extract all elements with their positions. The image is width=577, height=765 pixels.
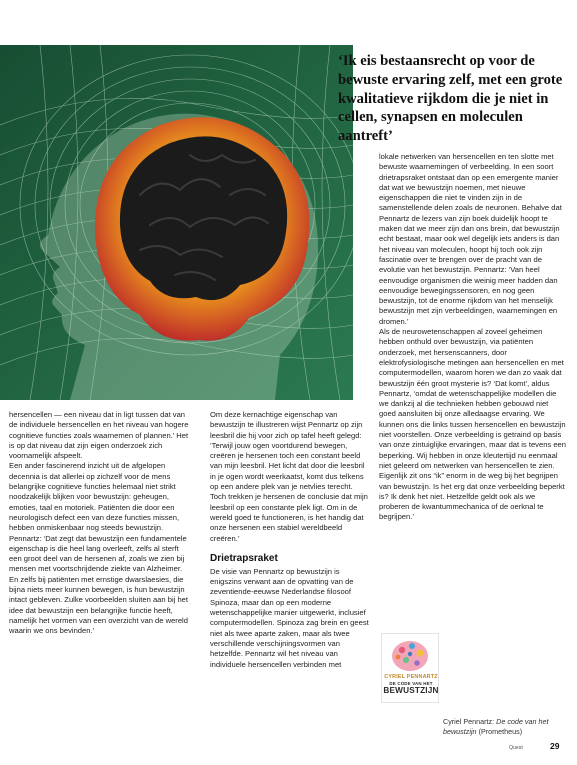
paragraph: hersencellen — een niveau dat in ligt tussen dat van de individuele hersencellen en het niveau van hogere cognitieve functies zoals waarnemen of plannen.’ Het is op dat niveau dat zijn eigen onderzoek zich voornamelijk afspeelt. bbox=[9, 410, 189, 461]
brain-cover-art-icon bbox=[382, 634, 438, 674]
book-credit bbox=[443, 717, 571, 737]
paragraph: Als de neurowetenschappen al zoveel geheimen hebben onthuld over bewustzijn, via patiënten onderzoek, met hersenscanners, door elektrofysiologische metingen aan hersencellen en met computermodellen, waarom horen we dan zo vaak dat bewustzijn één groot mysterie is? ‘Dat komt’, aldus Pennartz, ‘omdat de wetenschappelijke modellen die we dankzij al die technieken hebben gebouwd niet goed aansluiten bij onze alledaagse ervaring. We kunnen ons die links tussen hersencellen en bewustzijn niet voorstellen. Onze verbeelding is getraind op basis van onze zintuiglijke ervaringen, maar dat is tevens een beperking. Wij hebben in onze kleutertijd nu eenmaal niet geleerd om netwerken van hersencellen te zien. Eigenlijk zit ons “ik” enorm in de weg bij het begrijpen van bewustzijn. Is het erg dat onze verbeelding beperkt is? Ik denk het niet. Hetzelfde geldt ook als we proberen de kwantummechanica of de oerknal te begrijpen.’ bbox=[379, 327, 566, 522]
paragraph: lokale netwerken van hersencellen en ten slotte met bewuste waarnemingen of verbeelding. In een soort drietrapsraket ontstaat dan op een emergente manier dat wat we bewustzijn noemen, met nieuwe eigenschappen die niet te vinden zijn in de samenstellende delen zoals de neuronen. Behalve dat Pennartz de lezers van zijn boek duidelijk hoopt te maken dat we meer zijn dan ons brein, dat bewustzijn echt bestaat, maar ook wel degelijk iets anders is dan het niveau van moleculen, hoopt hij toch ook zijn fascinatie over te brengen over de pracht van de evolutie van het bewustzijn. Pennartz: ‘Van heel eenvoudige organismen die weinig meer hadden dan eenvoudige bewegingssensoren, en nog geen bewustzijn, tot de enorme rijkdom van het menselijk bewustzijn met zijn verbeeldingen, waarnemingen en dromen.’ bbox=[379, 152, 562, 326]
article-column-2 bbox=[210, 410, 370, 670]
book-cover-title-prefix: DE CODE VAN HET bbox=[389, 681, 433, 686]
book-credit-author: Cyriel Pennartz: bbox=[443, 717, 495, 726]
page-number: 29 bbox=[550, 741, 560, 751]
book-cover-title-main: BEWUSTZIJN bbox=[383, 686, 439, 695]
pull-quote: ‘Ik eis bestaansrecht op voor de bewuste ervaring zelf, met een grote kwalitatieve rijkdom die je niet in cellen, synapsen en moleculen aantreft’ bbox=[338, 53, 563, 145]
paragraph: Een ander fascinerend inzicht uit de afgelopen decennia is dat allerlei op zichzelf voor de mens belangrijke cognitieve functies helemaal niet strikt noodzakelijk blijken voor bewustzijn: geheugen, emoties, taal en motoriek. Patiënten die door een neurologisch defect een van deze functies missen, hebben onmiskenbaar nog steeds bewustzijn. Pennartz: ‘Dat zegt dat bewustzijn een fundamentele eigenschap is die heel lang overleeft, zelfs al sterft een groot deel van de hersenen af, zoals we zien bij mensen met voortschrijdende ziekte van Alzheimer. En zelfs bij patiënten met ernstige dwarslaesies, die bijna niets meer kunnen bewegen, is hun bewustzijn intact gebleven. Zulke voorbeelden sluiten aan bij het idee dat bewustzijn een belangrijke functie heeft, namelijk het vormen van een overzicht van de wereld waarin we ons bevinden.’ bbox=[9, 461, 188, 636]
book-credit-title: De code van het bewustzijn bbox=[443, 717, 549, 736]
paragraph: Om deze kernachtige eigenschap van bewustzijn te illustreren wijst Pennartz op zijn leesbril die hij voor zich op tafel heeft gelegd: ‘Terwijl jouw ogen voortdurend bewegen, creëren je hersenen toch een constant beeld van mijn leesbril. Het licht dat door die leesbril in je ogen wordt weerkaatst, komt dus telkens op een andere plek van je netvlies terecht. Toch trekken je hersenen de conclusie dat mijn leesbril op een constante plek ligt. Om in de wereld goed te functioneren, is het handig dat onze hersenen een stabiel wereldbeeld creëren.’ bbox=[210, 410, 368, 543]
head-brain-illustration bbox=[0, 45, 353, 400]
magazine-brand: Quest bbox=[509, 745, 523, 751]
book-cover-image bbox=[381, 633, 439, 703]
book-credit-publisher: (Prometheus) bbox=[478, 727, 523, 736]
article-column-3 bbox=[379, 152, 567, 523]
article-column-1 bbox=[9, 410, 191, 637]
book-cover-author: CYRIEL PENNARTZ bbox=[384, 674, 438, 680]
paragraph: De visie van Pennartz op bewustzijn is enigszins verwant aan de opvatting van de zeventiende-eeuwse Nederlandse filosoof Spinoza, maar dan op een moderne wetenschappelijke manier uitgewerkt, inclusief computermodellen. Spinoza zag brein en geest niet als twee aparte zaken, maar als twee verschillende verschijningsvormen van hetzelfde. Pennartz wil het niveau van individuele hersencellen verbinden met bbox=[210, 566, 369, 669]
section-heading: Drietrapsraket bbox=[210, 552, 278, 564]
book-cover-title bbox=[382, 674, 440, 695]
